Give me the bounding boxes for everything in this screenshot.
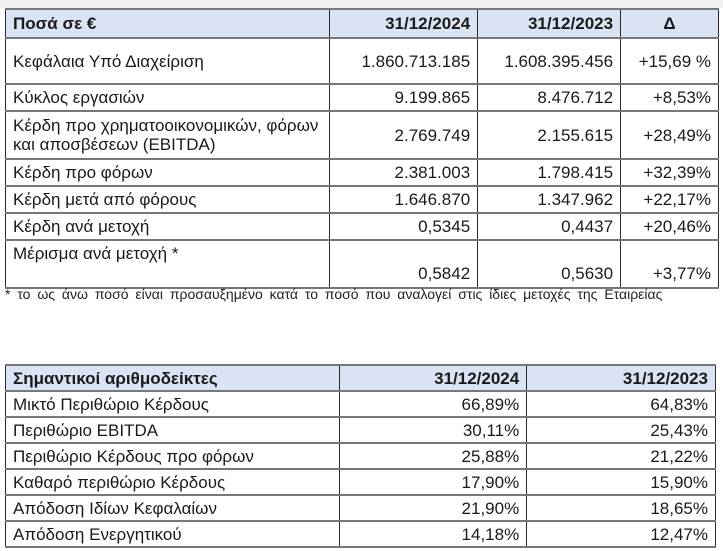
value-2023: 1.608.395.456 bbox=[478, 38, 621, 84]
table-row bbox=[6, 495, 716, 521]
financials-header-row bbox=[6, 9, 719, 38]
footnote: * το ως άνω ποσό είναι προσαυξημένο κατά το ποσό που αναλογεί στις ίδιες μετοχές της Εταιρείας bbox=[5, 286, 663, 302]
value-2023: 1.347.962 bbox=[478, 186, 621, 213]
row-label: Κέρδη προ φόρων bbox=[6, 159, 330, 186]
value-2024: 21,90% bbox=[340, 495, 527, 521]
header-2023: 31/12/2023 bbox=[478, 9, 621, 38]
value-2024: 1.860.713.185 bbox=[330, 38, 478, 84]
value-delta: +22,17% bbox=[621, 186, 719, 213]
row-label: Μικτό Περιθώριο Κέρδους bbox=[6, 391, 340, 417]
value-2024: 9.199.865 bbox=[330, 84, 478, 111]
table-row bbox=[6, 417, 716, 443]
value-2024: 17,90% bbox=[340, 469, 527, 495]
value-2023: 15,90% bbox=[527, 469, 716, 495]
value-2024: 14,18% bbox=[340, 521, 527, 547]
table-row bbox=[6, 38, 719, 84]
table-row bbox=[6, 111, 719, 159]
value-2024: 1.646.870 bbox=[330, 186, 478, 213]
value-2023: 12,47% bbox=[527, 521, 716, 547]
value-delta bbox=[621, 38, 719, 84]
value-2023: 0,5630 bbox=[478, 240, 621, 288]
value-2023: 25,43% bbox=[527, 417, 716, 443]
row-label: Απόδοση Ενεργητικού bbox=[6, 521, 340, 547]
value-2024: 66,89% bbox=[340, 391, 527, 417]
value-delta: +3,77% bbox=[621, 240, 719, 288]
header-2024: 31/12/2024 bbox=[340, 365, 527, 391]
value-2023: 64,83% bbox=[527, 391, 716, 417]
value-2023: 1.798.415 bbox=[478, 159, 621, 186]
table-row bbox=[6, 521, 716, 547]
value-2023: 18,65% bbox=[527, 495, 716, 521]
row-label: Απόδοση Ιδίων Κεφαλαίων bbox=[6, 495, 340, 521]
value-2024: 0,5842 bbox=[330, 240, 478, 288]
table-row bbox=[6, 469, 716, 495]
table-row bbox=[6, 391, 716, 417]
table-row bbox=[6, 84, 719, 111]
value-2024: 2.769.749 bbox=[330, 111, 478, 159]
row-label: Κεφάλαια Υπό Διαχείριση bbox=[6, 38, 330, 84]
delta-text: +15,69 % bbox=[638, 51, 711, 71]
value-2023: 0,4437 bbox=[478, 213, 621, 240]
ratios-header-row bbox=[6, 365, 716, 391]
top-band bbox=[0, 0, 723, 8]
row-label: Κέρδη προ χρηματοοικονομικών, φόρων και αποσβέσεων (EBITDA) bbox=[6, 111, 330, 159]
value-2023: 2.155.615 bbox=[478, 111, 621, 159]
row-label: Καθαρό περιθώριο Κέρδους bbox=[6, 469, 340, 495]
value-2024: 2.381.003 bbox=[330, 159, 478, 186]
row-label: Περιθώριο Κέρδους προ φόρων bbox=[6, 443, 340, 469]
value-delta: +8,53% bbox=[621, 84, 719, 111]
value-2024: 0,5345 bbox=[330, 213, 478, 240]
header-2024: 31/12/2024 bbox=[330, 9, 478, 38]
value-delta: +32,39% bbox=[621, 159, 719, 186]
row-label: Μέρισμα ανά μετοχή * bbox=[6, 240, 330, 288]
table-row bbox=[6, 186, 719, 213]
value-delta: +20,46% bbox=[621, 213, 719, 240]
header-key-ratios: Σημαντικοί αριθμοδείκτες bbox=[6, 365, 340, 391]
header-2023: 31/12/2023 bbox=[527, 365, 716, 391]
ratios-table bbox=[5, 364, 716, 548]
table-row bbox=[6, 159, 719, 186]
value-2024: 25,88% bbox=[340, 443, 527, 469]
row-label: Κέρδη μετά από φόρους bbox=[6, 186, 330, 213]
financials-table bbox=[5, 8, 719, 289]
row-label: Κέρδη ανά μετοχή bbox=[6, 213, 330, 240]
table-row bbox=[6, 240, 719, 288]
header-delta: Δ bbox=[621, 9, 719, 38]
row-label: Περιθώριο EBITDA bbox=[6, 417, 340, 443]
table-row bbox=[6, 213, 719, 240]
header-amounts-eur: Ποσά σε € bbox=[6, 9, 330, 38]
value-2023: 8.476.712 bbox=[478, 84, 621, 111]
row-label: Κύκλος εργασιών bbox=[6, 84, 330, 111]
value-2023: 21,22% bbox=[527, 443, 716, 469]
table-row bbox=[6, 443, 716, 469]
value-delta: +28,49% bbox=[621, 111, 719, 159]
value-2024: 30,11% bbox=[340, 417, 527, 443]
